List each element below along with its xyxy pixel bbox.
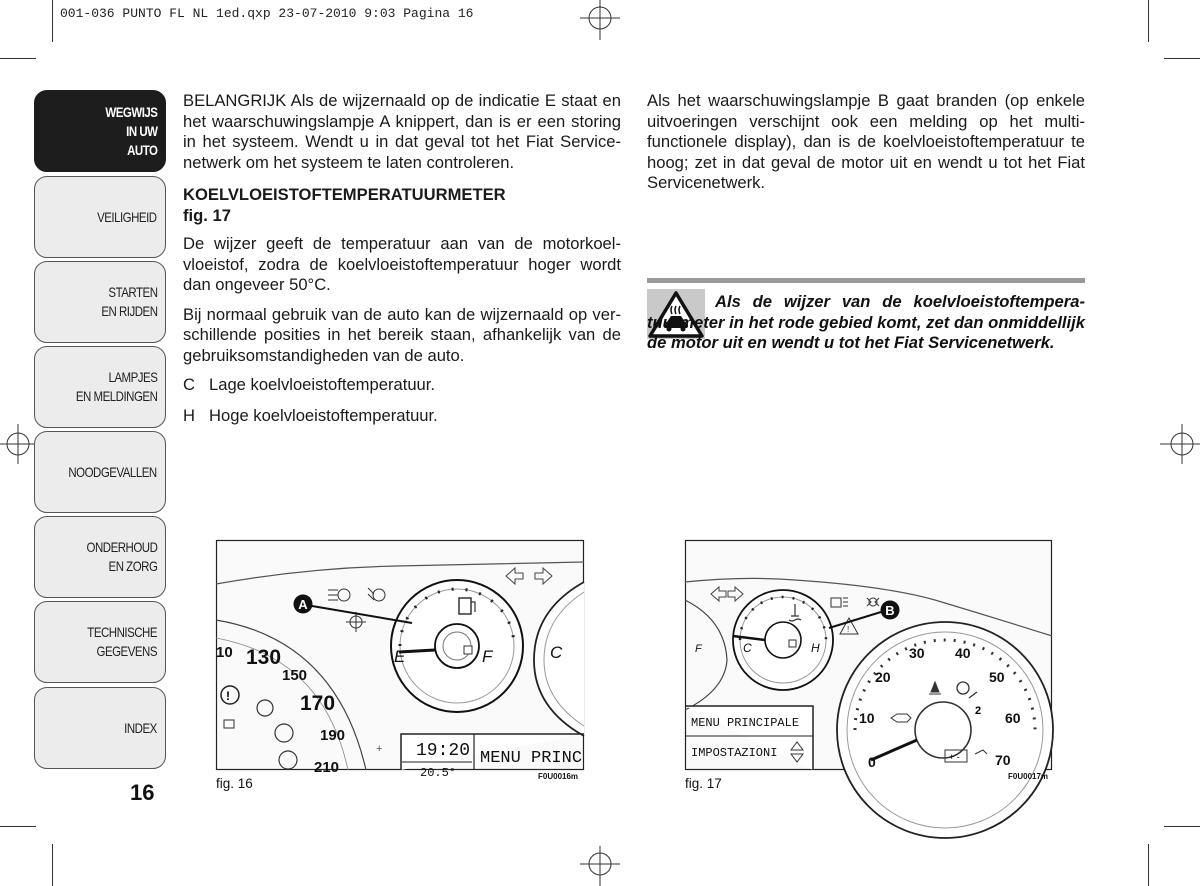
speed-label: 50	[989, 669, 1005, 685]
print-slug: 001-036 PUNTO FL NL 1ed.qxp 23-07-2010 9:03 Pagina 16	[60, 6, 474, 21]
crop-mark	[1164, 826, 1200, 827]
speed-label: 10	[859, 710, 875, 726]
list-item	[183, 406, 621, 427]
figure-caption: fig. 16	[216, 776, 253, 791]
callout-a: A	[298, 597, 308, 612]
list-item	[183, 375, 621, 396]
warning-divider	[647, 278, 1085, 283]
heading-figref: fig. 17	[183, 205, 231, 225]
tab-label: TECHNISCHE GEGEVENS	[87, 624, 157, 659]
tab-index[interactable]	[34, 687, 166, 769]
display-time: 19:20	[416, 741, 471, 761]
paragraph: Bij normaal gebruik van de auto kan de wijzernaald op verschillende posities in het bereik staan, afhankelijk van de gebruiksomstandigheden van de auto.	[183, 304, 621, 365]
svg-text:+: +	[376, 743, 383, 755]
tab-label: WEGWIJS IN UW AUTO	[104, 103, 157, 158]
warning-text: Als de wijzer van de koelvloeistoftemperatuurmeter in het rode gebied komt, zet dan onmiddellijk de motor uit en wendt u tot het Fiat Servicenetwerk.	[647, 292, 1085, 352]
speed-label: 70	[995, 752, 1011, 768]
item-key: C	[183, 375, 195, 394]
figure-caption: fig. 17	[685, 776, 722, 791]
paragraph: De wijzer geeft de temperatuur aan van de motorkoelvloeistof, zodra de koelvloeistoftemperatuur hoger wordt dan ongeveer 50°C.	[183, 234, 621, 294]
figure-code: F0U0016m	[538, 772, 579, 781]
speed-label: 190	[320, 727, 346, 744]
item-text: Hoge koelvloeistoftemperatuur.	[209, 405, 438, 425]
gauge-label-left: F	[695, 643, 702, 655]
figure-code: F0U0017m	[1008, 772, 1049, 781]
crop-mark	[1148, 844, 1149, 886]
tab-label: VEILIGHEID	[97, 208, 157, 225]
tab-starten[interactable]	[34, 261, 166, 343]
crop-mark	[52, 844, 53, 886]
gauge-label-c: C	[743, 641, 752, 655]
tab-wegwijs[interactable]	[34, 90, 166, 172]
tab-veiligheid[interactable]	[34, 176, 166, 258]
intro-paragraph: BELANGRIJK Als de wijzernaald op de indicatie E staat en het waarschuwingslampje A knippert, dan is er een storing in het systeem. Wendt u in dat geval tot het Fiat Servicenetwerk om het systeem te laten controleren.	[183, 91, 621, 172]
tab-technische[interactable]	[34, 601, 166, 683]
svg-text:!: !	[226, 689, 230, 703]
speed-label: 40	[955, 645, 971, 661]
item-key: H	[183, 405, 195, 425]
tab-onderhoud[interactable]	[34, 516, 166, 598]
gauge-label-f: F	[482, 647, 493, 666]
section-heading	[183, 185, 621, 226]
figure-17-instrument-cluster	[685, 540, 1052, 770]
crop-mark	[1164, 58, 1200, 59]
crop-mark	[0, 826, 36, 827]
registration-mark-bottom	[580, 846, 620, 886]
display-sub: 20.5°	[420, 766, 457, 780]
svg-text:2: 2	[975, 705, 982, 717]
speed-label: 210	[314, 759, 340, 776]
gauge-label-c: C	[550, 643, 563, 662]
gauge-label-h: H	[811, 641, 820, 655]
speed-label: 0	[868, 754, 876, 770]
callout-b: B	[885, 603, 895, 618]
paragraph: Als het waarschuwingslampje B gaat branden (op enkele uitvoeringen verschijnt ook een melding op het multifunctionele display), dan is de koelvloeistoftemperatuur te hoog; zet in dat geval de motor uit en wendt u tot het Fiat Servicenetwerk.	[647, 91, 1085, 192]
tab-label: INDEX	[124, 719, 157, 736]
gauge-label-e: E	[394, 647, 406, 666]
page-number: 16	[130, 780, 155, 805]
heading-title: KOELVLOEISTOFTEMPERATUURMETER	[183, 185, 506, 204]
speed-label: 20	[875, 669, 891, 685]
item-text: Lage koelvloeistoftemperatuur.	[209, 375, 436, 394]
speed-label: 30	[909, 645, 925, 661]
speed-label: 130	[246, 646, 282, 669]
tab-lampjes[interactable]	[34, 346, 166, 428]
tab-noodgevallen[interactable]	[34, 431, 166, 513]
registration-mark-right	[1160, 424, 1200, 464]
speed-label: 10	[216, 644, 233, 661]
crop-mark	[1148, 0, 1149, 42]
menu-line-1: MENU PRINCIPALE	[691, 716, 800, 730]
svg-text:!: !	[847, 625, 850, 634]
crop-mark	[0, 58, 36, 59]
speed-label: 170	[300, 692, 336, 715]
display-menu: MENU PRINC	[480, 749, 583, 768]
speed-label: 150	[282, 667, 308, 684]
tab-label: ONDERHOUD EN ZORG	[86, 539, 157, 574]
menu-line-2: IMPOSTAZIONI	[691, 746, 778, 760]
svg-text:+ -: + -	[949, 752, 960, 762]
right-column	[647, 91, 1085, 203]
crop-mark	[52, 0, 53, 42]
tab-label: LAMPJES EN MELDINGEN	[75, 369, 157, 404]
tab-label: NOODGEVALLEN	[68, 463, 157, 480]
tab-label: STARTEN EN RIJDEN	[100, 284, 157, 319]
left-column	[183, 91, 621, 436]
speed-label: 60	[1005, 710, 1021, 726]
registration-mark-top	[580, 0, 620, 40]
